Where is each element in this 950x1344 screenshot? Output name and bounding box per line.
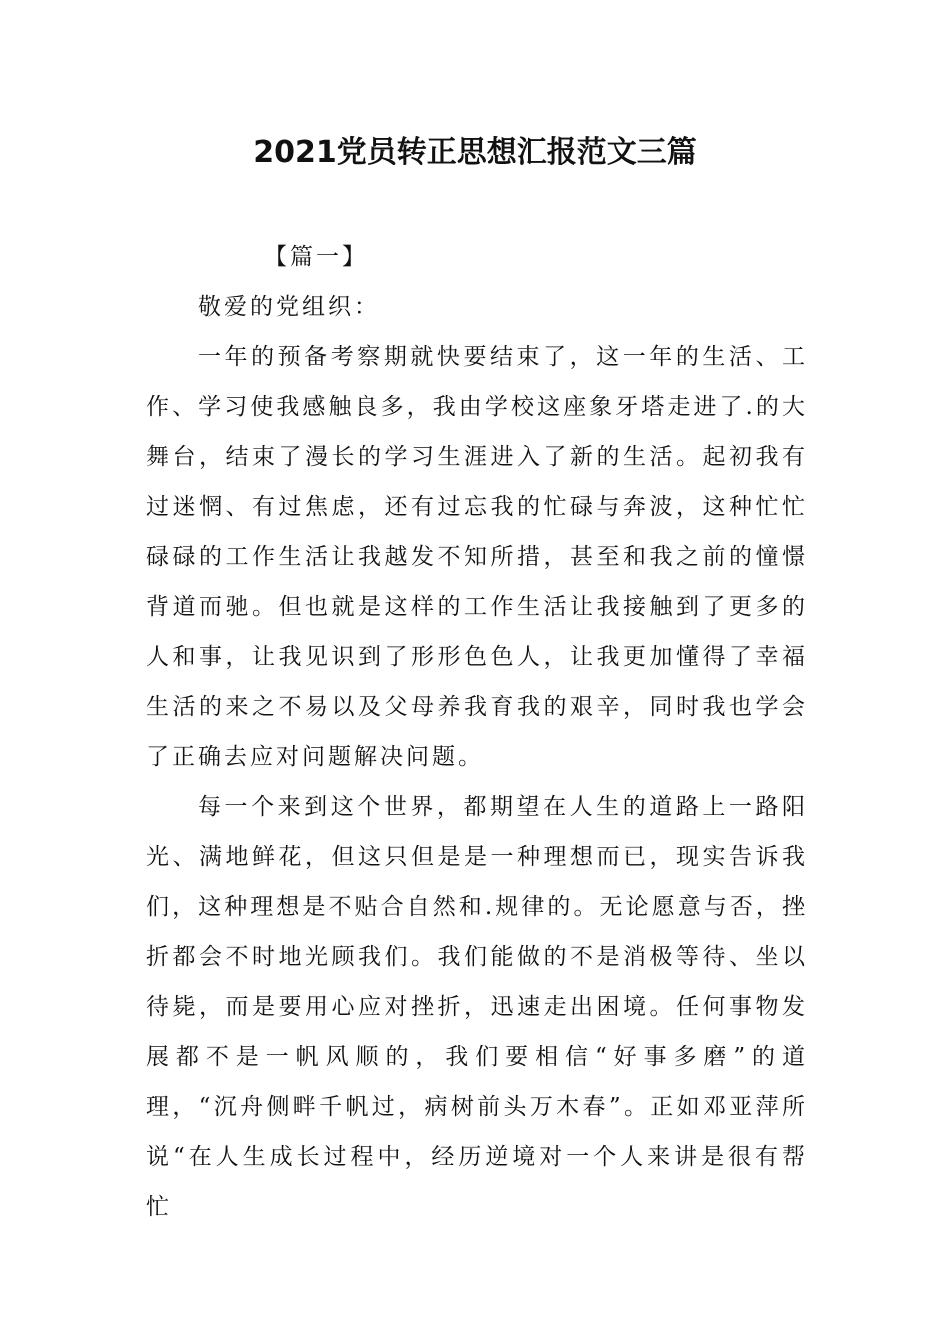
document-body — [146, 232, 808, 1232]
paragraph-2: 每一个来到这个世界，都期望在人生的道路上一路阳光、满地鲜花，但这只但是是一种理想而已，现实告诉我们，这种理想是不贴合自然和.规律的。无论愿意与否，挫折都会不时地光顾我们。我们能做的不是消极等待、坐以待毙，而是要用心应对挫折，迅速走出困境。任何事物发展都不是一帆风顺的，我们要相信“好事多磨”的道理，“沉舟侧畔千帆过，病树前头万木春”。正如邓亚萍所说“在人生成长过程中，经历逆境对一个人来讲是很有帮忙 — [146, 794, 808, 1220]
document-title: 2021党员转正思想汇报范文三篇 — [253, 135, 697, 170]
paragraph-1: 一年的预备考察期就快要结束了，这一年的生活、工作、学习使我感触良多，我由学校这座象牙塔走进了.的大舞台，结束了漫长的学习生涯进入了新的生活。起初我有过迷惘、有过焦虑，还有过忘我的忙碌与奔波，这种忙忙碌碌的工作生活让我越发不知所措，甚至和我之前的憧憬背道而驰。但也就是这样的工作生活让我接触到了更多的人和事，让我见识到了形形色色人，让我更加懂得了幸福生活的来之不易以及父母养我育我的艰辛，同时我也学会了正确去应对问题解决问题。 — [146, 344, 808, 770]
salutation: 敬爱的党组织： — [198, 294, 380, 320]
section-heading: 【篇一】 — [264, 244, 368, 270]
